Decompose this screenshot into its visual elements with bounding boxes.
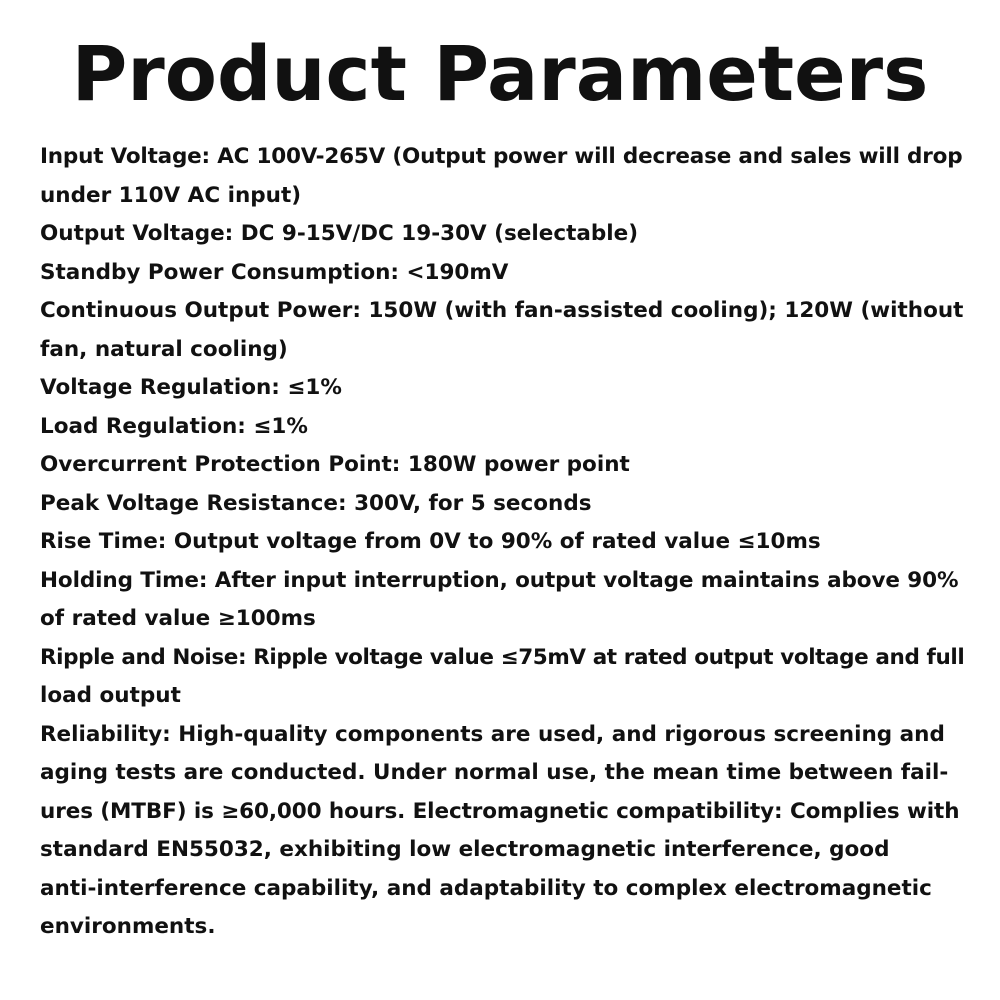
parameter-line: Overcurrent Protection Point: 180W power point	[40, 452, 630, 477]
parameter-list	[40, 138, 965, 947]
parameter-line: anti-interference capability, and adaptability to complex electromagnetic	[40, 875, 932, 901]
parameter-line: Ripple and Noise: Ripple voltage value ≤75mV at rated output voltage and full	[40, 644, 965, 670]
parameter-line: environments.	[40, 914, 216, 939]
parameter-line: Continuous Output Power: 150W (with fan-assisted cooling); 120W (without	[40, 298, 964, 323]
parameter-line: ures (MTBF) is ≥60,000 hours. Electromagnetic compatibility: Complies with	[40, 798, 960, 824]
parameter-line: under 110V AC input)	[40, 182, 302, 208]
parameter-line: Reliability: High-quality components are used, and rigorous screening and	[40, 721, 945, 747]
parameter-line: Peak Voltage Resistance: 300V, for 5 seconds	[40, 490, 592, 516]
parameter-line: Rise Time: Output voltage from 0V to 90% of rated value ≤10ms	[40, 529, 821, 554]
parameter-line: Input Voltage: AC 100V-265V (Output power will decrease and sales will drop	[40, 144, 963, 169]
parameter-line: aging tests are conducted. Under normal use, the mean time between fail-	[40, 760, 949, 785]
page-title: Product Parameters	[71, 29, 929, 118]
parameter-line: standard EN55032, exhibiting low electromagnetic interference, good	[40, 837, 890, 862]
parameter-line: Output Voltage: DC 9-15V/DC 19-30V (selectable)	[40, 221, 639, 246]
parameter-line: Standby Power Consumption: <190mV	[40, 259, 509, 285]
parameter-line: Voltage Regulation: ≤1%	[40, 375, 342, 400]
parameter-line: fan, natural cooling)	[40, 336, 288, 362]
parameter-line: load output	[40, 683, 181, 708]
parameter-line: Load Regulation: ≤1%	[40, 413, 308, 439]
parameter-line: of rated value ≥100ms	[40, 606, 316, 631]
parameter-line: Holding Time: After input interruption, output voltage maintains above 90%	[40, 567, 959, 593]
